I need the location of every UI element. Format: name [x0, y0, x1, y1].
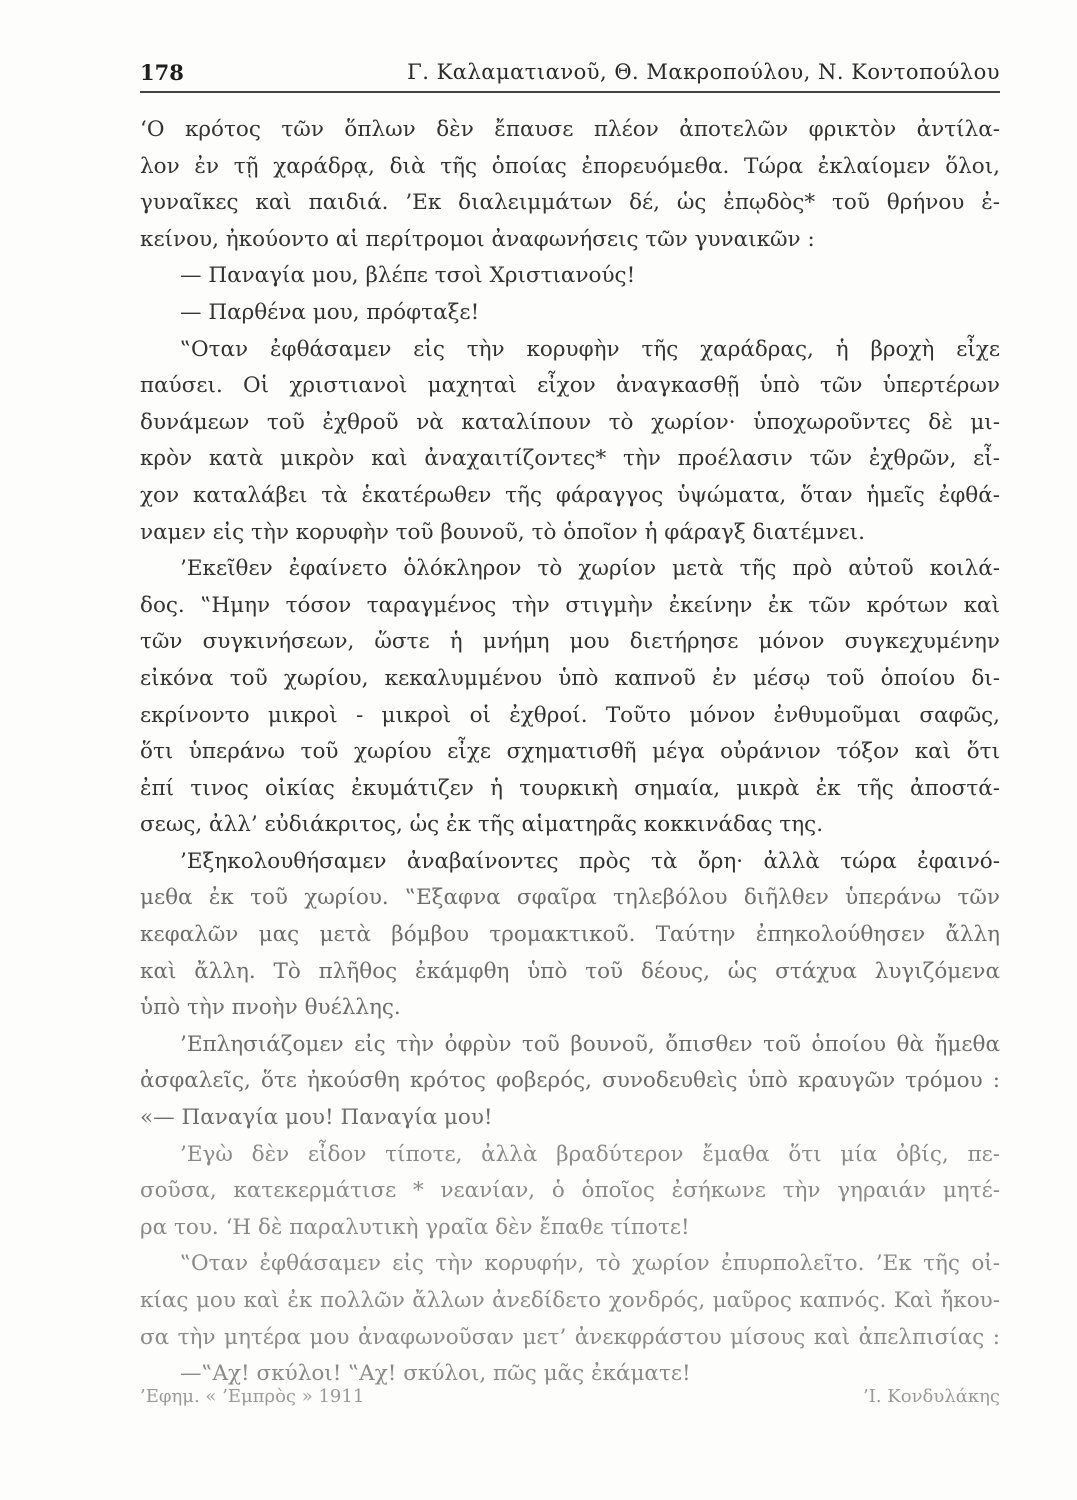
text-line: ‘Ο κρότος τῶν ὅπλων δὲν ἔπαυσε πλέον ἀποτελῶν φρικτὸν ἀντίλα-: [140, 117, 1000, 142]
text-line: «— Παναγία μου! Παναγία μου!: [140, 1105, 493, 1131]
text-line: ’Εκεῖθεν ἐφαίνετο ὁλόκληρον τὸ χωρίον μετὰ τῆς πρὸ αὐτοῦ κοιλά-: [180, 556, 1000, 582]
running-head: Γ. Καλαματιανοῦ, Θ. Μακροπούλου, Ν. Κοντοπούλου: [407, 60, 1000, 84]
text-line: κείνου, ἠκούοντο αἱ περίτρομοι ἀναφωνήσεις τῶν γυναικῶν :: [140, 226, 815, 252]
text-line: ὑπὸ τὴν πνοὴν θυέλλης.: [140, 995, 401, 1021]
text-line: ἀσφαλεῖς, ὅτε ἠκούσθη κρότος φοβερός, συνοδευθεὶς ὑπὸ κραυγῶν τρόμου :: [140, 1068, 1000, 1094]
text-line: ρα του. ‘Η δὲ παραλυτικὴ γραῖα δὲν ἔπαθε τίποτε!: [140, 1214, 690, 1240]
text-line: σεως, ἀλλ’ εὐδιάκριτος, ὡς ἐκ τῆς αἱματηρᾶς κοκκινάδας της.: [140, 812, 824, 838]
text-line: ’Εγὼ δὲν εἶδον τίποτε, ἀλλὰ βραδύτερον ἔμαθα ὅτι μία ὀβίς, πε-: [180, 1141, 1000, 1167]
text-line: ναμεν εἰς τὴν κορυφὴν τοῦ βουνοῦ, τὸ ὁποῖον ἡ φάραγξ διατέμνει.: [140, 519, 865, 545]
text-line: κεφαλῶν μας μετὰ βόμβου τρομακτικοῦ. Ταύτην ἐπηκολούθησεν ἄλλη: [140, 922, 1000, 948]
text-line: μεθα ἐκ τοῦ χωρίου. ‟Εξαφνα σφαῖρα τηλεβόλου διῆλθεν ὑπεράνω τῶν: [140, 885, 1000, 911]
text-line: δυνάμεων τοῦ ἐχθροῦ νὰ καταλίπουν τὸ χωρίον· ὑποχωροῦντες δὲ μι-: [140, 409, 1000, 435]
text-line: — Παρθένα μου, πρόφταξε!: [180, 299, 480, 325]
text-line: κρὸν κατὰ μικρὸν καὶ ἀναχαιτίζοντες* τὴν προέλασιν τῶν ἐχθρῶν, εἶ-: [140, 446, 1000, 472]
text-line: ‟Οταν ἐφθάσαμεν εἰς τὴν κορυφήν, τὸ χωρίον ἐπυρπολεῖτο. ’Εκ τῆς οἰ-: [180, 1251, 1000, 1277]
header-rule: [140, 91, 1000, 93]
text-line: εκρίνοντο μικροὶ - μικροὶ οἱ ἐχθροί. Τοῦτο μόνον ἐνθυμοῦμαι σαφῶς,: [140, 702, 1000, 728]
text-line: γυναῖκες καὶ παιδιά. ’Εκ διαλειμμάτων δέ, ὡς ἐπῳδὸς* τοῦ θρήνου ἐ-: [140, 190, 1000, 216]
text-line: ’Επλησιάζομεν εἰς τὴν ὀφρὺν τοῦ βουνοῦ, ὄπισθεν τοῦ ὁποίου θὰ ἤμεθα: [180, 1031, 1000, 1057]
page-footer: [140, 1378, 1000, 1414]
text-line: δος. ‟Ημην τόσον ταραγμένος τὴν στιγμὴν ἐκείνην ἐκ τῶν κρότων καὶ: [140, 592, 1000, 618]
text-line: χον καταλάβει τὰ ἑκατέρωθεν τῆς φάραγγος ὑψώματα, ὅταν ἡμεῖς ἐφθά-: [140, 482, 1000, 508]
page-number: 178: [140, 60, 184, 85]
body-text: [140, 112, 1000, 1393]
source-citation: ’Εφημ. « ’Εμπρὸς » 1911: [140, 1386, 365, 1407]
text-line: τῶν συγκινήσεων, ὥστε ἡ μνήμη μου διετήρησε μόνον συγκεχυμένην: [140, 629, 1000, 655]
text-line: εἰκόνα τοῦ χωρίου, κεκαλυμμένου ὑπὸ καπνοῦ ἐν μέσῳ τοῦ ὁποίου δι-: [140, 665, 1000, 691]
text-line: σοῦσα, κατεκερμάτισε * νεανίαν, ὁ ὁποῖος ἐσήκωνε τὴν γηραιάν μητέ-: [140, 1178, 1000, 1204]
author-credit: ’Ι. Κονδυλάκης: [863, 1386, 1000, 1407]
text-line: ‟Οταν ἐφθάσαμεν εἰς τὴν κορυφὴν τῆς χαράδρας, ἡ βροχὴ εἶχε: [180, 336, 1000, 362]
text-line: —‟Αχ! σκύλοι! ‟Αχ! σκύλοι, πῶς μᾶς ἐκάματε!: [180, 1361, 691, 1387]
text-line: ἐπί τινος οἰκίας ἐκυμάτιζεν ἡ τουρκικὴ σημαία, μικρὰ ἐκ τῆς ἀποστά-: [140, 775, 1000, 801]
text-line: — Παναγία μου, βλέπε τσοὶ Χριστιανούς!: [180, 263, 636, 289]
text-line: σα τὴν μητέρα μου ἀναφωνοῦσαν μετ’ ἀνεκφράστου μίσους καὶ ἀπελπισίας :: [140, 1324, 1000, 1350]
text-line: καὶ ἄλλη. Τὸ πλῆθος ἐκάμφθη ὑπὸ τοῦ δέους, ὡς στάχυα λυγιζόμενα: [140, 958, 1000, 984]
text-line: ὅτι ὑπεράνω τοῦ χωρίου εἶχε σχηματισθῆ μέγα οὐράνιον τόξον καὶ ὅτι: [140, 739, 1000, 765]
text-line: κίας μου καὶ ἐκ πολλῶν ἄλλων ἀνεδίδετο χονδρός, μαῦρος καπνός. Καὶ ἤκου-: [140, 1288, 1000, 1313]
page-header: [140, 52, 1000, 88]
text-line: ’Εξηκολουθήσαμεν ἀναβαίνοντες πρὸς τὰ ὄρη· ἀλλὰ τώρα ἐφαινό-: [180, 848, 1000, 874]
text-line: παύσει. Οἱ χριστιανοὶ μαχηταὶ εἶχον ἀναγκασθῇ ὑπὸ τῶν ὑπερτέρων: [140, 373, 1000, 399]
text-line: λον ἐν τῇ χαράδρᾳ, διὰ τῆς ὁποίας ἐπορευόμεθα. Τώρα ἐκλαίομεν ὅλοι,: [140, 153, 1000, 179]
